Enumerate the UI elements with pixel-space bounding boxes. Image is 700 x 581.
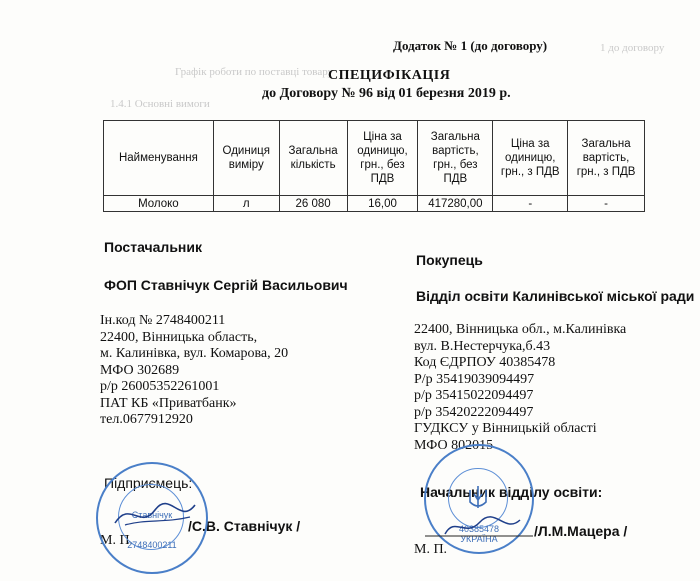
buyer-line: р/р 35420222094497 — [414, 404, 534, 420]
supplier-line: 22400, Вінницька область, — [100, 329, 258, 345]
supplier-line: ПАТ КБ «Приватбанк» — [100, 395, 237, 411]
supplier-details — [100, 313, 288, 429]
supplier-line: тел.0677912920 — [100, 412, 193, 427]
addendum-label: Додаток № 1 (до договору) — [393, 38, 548, 53]
buyer-seal-place: М. П. — [414, 542, 448, 557]
cell-quantity: 26 080 — [279, 196, 347, 212]
buyer-name: Відділ освіти Калинівської міської ради — [416, 288, 695, 304]
header-unit: Одиниця виміру — [213, 121, 279, 196]
supplier-name: ФОП Ставнічук Сергій Васильович — [104, 277, 348, 293]
buyer-line: Код ЄДРПОУ 40385478 — [414, 355, 556, 370]
buyer-line: ГУДКСУ у Вінницькій області — [414, 421, 597, 436]
supplier-signature-scribble — [110, 495, 200, 535]
header-price-vat: Ціна за одиницю, грн., з ПДВ — [493, 121, 568, 196]
buyer-line: 22400, Вінницька обл., м.Калинівка — [414, 322, 627, 337]
document-title: СПЕЦИФІКАЦІЯ — [328, 68, 451, 83]
supplier-line: р/р 26005352261001 — [100, 379, 220, 394]
document-subtitle: до Договору № 96 від 01 березня 2019 р. — [262, 86, 511, 101]
table-row — [104, 196, 645, 212]
buyer-line: МФО 802015 — [414, 437, 494, 453]
cell-unit: л — [213, 196, 279, 212]
buyer-signature: /Л.М.Мацера / — [534, 523, 628, 539]
supplier-seal-place: М. П. — [100, 533, 134, 548]
header-price-no-vat: Ціна за одиницю, грн., без ПДВ — [347, 121, 418, 196]
buyer-line: вул. В.Нестерчука,б.43 — [414, 338, 551, 354]
supplier-role: Постачальник — [104, 239, 202, 255]
cell-price-no-vat: 16,00 — [347, 196, 418, 212]
trident-emblem-icon — [466, 484, 490, 512]
buyer-signature-scribble — [425, 512, 535, 542]
supplier-line: МФО 302689 — [100, 362, 180, 378]
supplier-signer-title: Підприємець: — [104, 475, 193, 491]
buyer-details — [414, 322, 626, 454]
supplier-line: м. Калинівка, вул. Комарова, 20 — [100, 346, 289, 361]
cell-total-vat: - — [568, 196, 645, 212]
supplier-signature: /С.В. Ставнічук / — [188, 518, 301, 534]
stamp-code: 40385478 — [458, 524, 500, 534]
cell-total-no-vat: 417280,00 — [418, 196, 493, 212]
header-total-no-vat: Загальна вартість, грн., без ПДВ — [418, 121, 493, 196]
header-total-vat: Загальна вартість, грн., з ПДВ — [568, 121, 645, 196]
bleed-through-text: Графік роботи по поставці товару — [175, 66, 334, 78]
specification-table — [103, 120, 645, 212]
stamp-code: 2748400211 — [127, 540, 177, 550]
stamp-country: УКРАЇНА — [460, 534, 498, 544]
cell-price-vat: - — [493, 196, 568, 212]
cell-name: Молоко — [104, 196, 214, 212]
stamp-name: Ставнічук — [131, 510, 173, 520]
header-name: Найменування — [104, 121, 214, 196]
buyer-role: Покупець — [416, 252, 483, 268]
bleed-through-text: 1.4.1 Основні вимоги — [110, 98, 210, 110]
buyer-line: р/р 35415022094497 — [414, 388, 534, 403]
buyer-line: Р/р 35419039094497 — [414, 371, 535, 387]
header-quantity: Загальна кількість — [279, 121, 347, 196]
table-header-row — [104, 121, 645, 196]
supplier-line: Ін.код № 2748400211 — [100, 313, 226, 328]
buyer-signer-title: Начальник відділу освіти: — [420, 484, 603, 500]
bleed-through-text: 1 до договору — [600, 42, 665, 54]
